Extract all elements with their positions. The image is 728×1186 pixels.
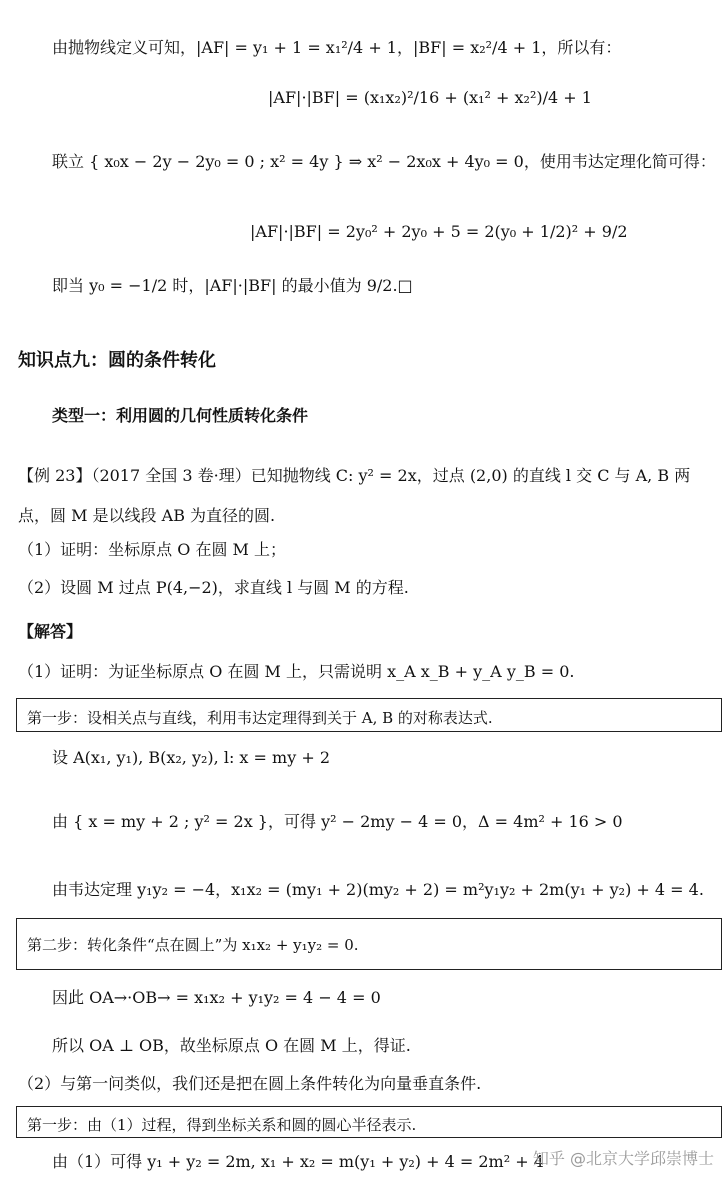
step-box-2-text: 第二步：转化条件“点在圆上”为 x₁x₂ + y₁y₂ = 0. [27, 936, 359, 954]
example-statement-line-2: 点，圆 M 是以线段 AB 为直径的圆. [18, 506, 276, 525]
formula-af-bf-product: |AF|·|BF| = (x₁x₂)²/16 + (x₁² + x₂²)/4 + 1 [268, 88, 592, 107]
text-set-points: 设 A(x₁, y₁), B(x₂, y₂), l: x = my + 2 [52, 748, 331, 767]
text-conclusion: 所以 OA ⊥ OB，故坐标原点 O 在圆 M 上，得证. [52, 1036, 411, 1055]
text-sum-relations: 由（1）可得 y₁ + y₂ = 2m, x₁ + x₂ = m(y₁ + y₂) + 4 = 2m² + 4 [52, 1152, 544, 1171]
formula-af-bf-simplified: |AF|·|BF| = 2y₀² + 2y₀ + 5 = 2(y₀ + 1/2)² + 9/2 [250, 222, 628, 241]
step-box-1 [16, 698, 722, 732]
solution-label: 【解答】 [18, 622, 83, 641]
zhihu-watermark: 知乎 @北京大学邱崇博士 [532, 1149, 714, 1168]
question-part-1: （1）证明：坐标原点 O 在圆 M 上； [18, 540, 287, 559]
solution-part-1-intro: （1）证明：为证坐标原点 O 在圆 M 上，只需说明 x_A x_B + y_A y_B = 0. [18, 662, 575, 681]
step-box-2 [16, 918, 722, 970]
text-line-1: 由抛物线定义可知，|AF| = y₁ + 1 = x₁²/4 + 1，|BF| = x₂²/4 + 1，所以有： [52, 38, 622, 57]
text-vieta: 由韦达定理 y₁y₂ = −4，x₁x₂ = (my₁ + 2)(my₂ + 2) = m²y₁y₂ + 2m(y₁ + y₂) + 4 = 4. [52, 880, 704, 899]
step-box-3-text: 第一步：由（1）过程，得到坐标关系和圆的圆心半径表示. [27, 1116, 417, 1134]
step-box-1-text: 第一步：设相关点与直线，利用韦达定理得到关于 A, B 的对称表达式. [27, 709, 493, 727]
text-line-min-value: 即当 y₀ = −1/2 时，|AF|·|BF| 的最小值为 9/2.□ [52, 276, 413, 295]
section-heading: 知识点九：圆的条件转化 [18, 350, 216, 371]
solution-part-2-intro: （2）与第一问类似，我们还是把在圆上条件转化为向量垂直条件. [18, 1074, 482, 1093]
text-dot-product: 因此 OA→·OB→ = x₁x₂ + y₁y₂ = 4 − 4 = 0 [52, 988, 381, 1007]
text-system-line-parabola: 由 { x = my + 2 ; y² = 2x }，可得 y² − 2my − 4 = 0，Δ = 4m² + 16 > 0 [52, 812, 623, 831]
step-box-3 [16, 1106, 722, 1138]
subsection-heading: 类型一：利用圆的几何性质转化条件 [52, 406, 309, 425]
example-statement-line-1: 【例 23】（2017 全国 3 卷·理）已知抛物线 C: y² = 2x，过点 (2,0) 的直线 l 交 C 与 A, B 两 [18, 466, 691, 485]
question-part-2: （2）设圆 M 过点 P(4,−2)，求直线 l 与圆 M 的方程. [18, 578, 409, 597]
text-line-system: 联立 { x₀x − 2y − 2y₀ = 0 ; x² = 4y } ⇒ x² − 2x₀x + 4y₀ = 0，使用韦达定理化简可得： [52, 152, 716, 171]
